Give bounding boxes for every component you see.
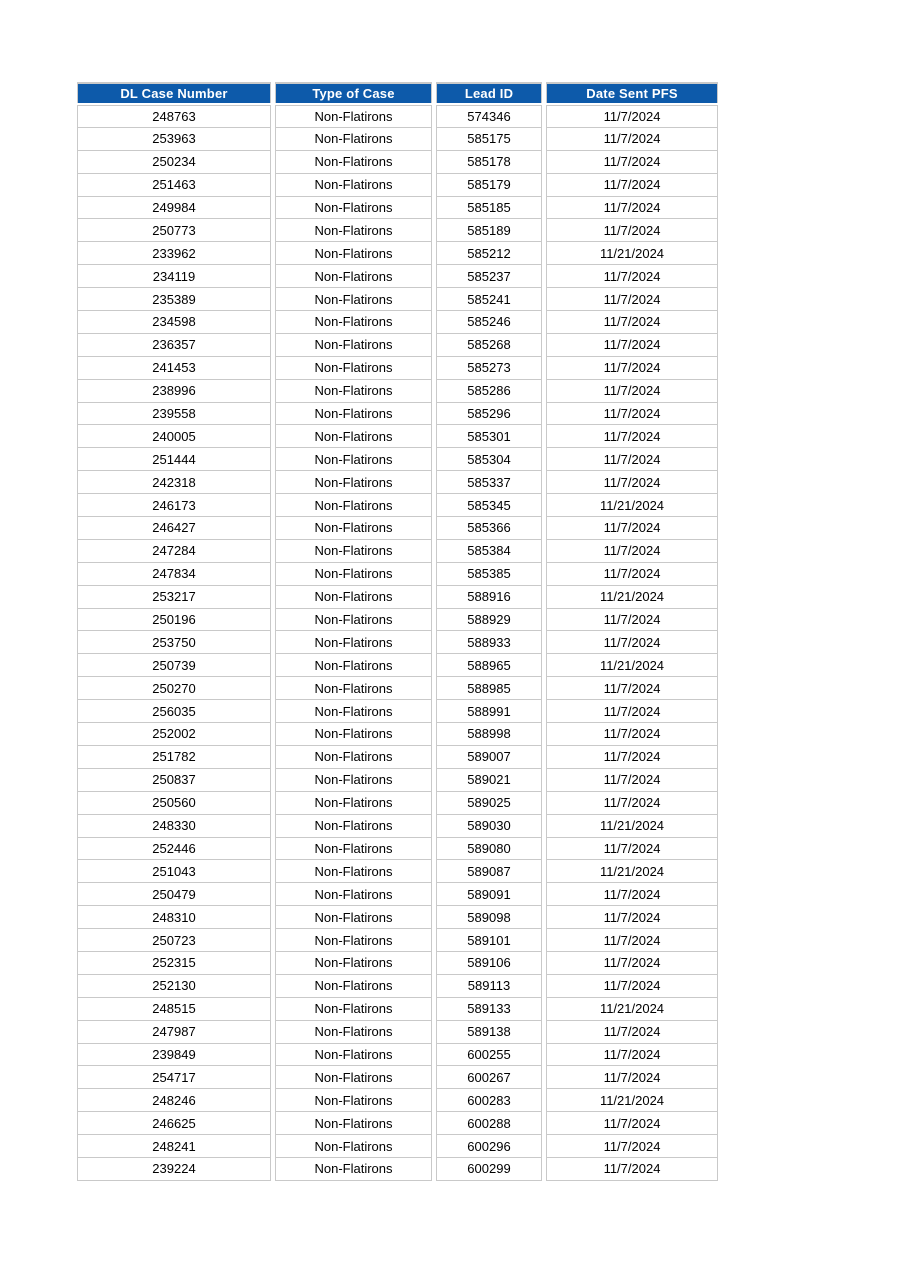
- cell-type-of-case: Non-Flatirons: [275, 563, 432, 586]
- cell-lead-id: 589080: [436, 838, 542, 861]
- table-row: [77, 242, 718, 265]
- cell-lead-id: 600267: [436, 1066, 542, 1089]
- table-row: [77, 1021, 718, 1044]
- cell-type-of-case: Non-Flatirons: [275, 975, 432, 998]
- cell-lead-id: 585337: [436, 471, 542, 494]
- cell-type-of-case: Non-Flatirons: [275, 1066, 432, 1089]
- cell-date-sent-pfs: 11/7/2024: [546, 746, 718, 769]
- cell-date-sent-pfs: 11/7/2024: [546, 792, 718, 815]
- table-row: [77, 975, 718, 998]
- cell-type-of-case: Non-Flatirons: [275, 174, 432, 197]
- cell-dl-case-number: 250234: [77, 151, 271, 174]
- cell-dl-case-number: 250196: [77, 609, 271, 632]
- table-row: [77, 792, 718, 815]
- cell-type-of-case: Non-Flatirons: [275, 105, 432, 128]
- cell-date-sent-pfs: 11/21/2024: [546, 998, 718, 1021]
- column-header-date-sent-pfs: Date Sent PFS: [546, 82, 718, 103]
- cell-type-of-case: Non-Flatirons: [275, 1158, 432, 1181]
- cell-dl-case-number: 234119: [77, 265, 271, 288]
- cell-date-sent-pfs: 11/7/2024: [546, 128, 718, 151]
- table-row: [77, 1066, 718, 1089]
- cell-dl-case-number: 238996: [77, 380, 271, 403]
- table-row: [77, 197, 718, 220]
- cell-date-sent-pfs: 11/7/2024: [546, 219, 718, 242]
- cell-type-of-case: Non-Flatirons: [275, 448, 432, 471]
- cell-lead-id: 585304: [436, 448, 542, 471]
- cell-dl-case-number: 248310: [77, 906, 271, 929]
- cell-dl-case-number: 246625: [77, 1112, 271, 1135]
- cell-date-sent-pfs: 11/7/2024: [546, 357, 718, 380]
- cell-date-sent-pfs: 11/7/2024: [546, 403, 718, 426]
- cell-type-of-case: Non-Flatirons: [275, 609, 432, 632]
- cell-date-sent-pfs: 11/7/2024: [546, 517, 718, 540]
- cell-date-sent-pfs: 11/21/2024: [546, 815, 718, 838]
- table-row: [77, 929, 718, 952]
- table-row: [77, 1135, 718, 1158]
- cell-date-sent-pfs: 11/21/2024: [546, 494, 718, 517]
- table-row: [77, 105, 718, 128]
- table-row: [77, 609, 718, 632]
- cell-dl-case-number: 252130: [77, 975, 271, 998]
- cell-type-of-case: Non-Flatirons: [275, 219, 432, 242]
- cell-type-of-case: Non-Flatirons: [275, 403, 432, 426]
- table-row: [77, 380, 718, 403]
- cell-date-sent-pfs: 11/21/2024: [546, 654, 718, 677]
- cell-lead-id: 600288: [436, 1112, 542, 1135]
- cell-dl-case-number: 248246: [77, 1089, 271, 1112]
- cell-dl-case-number: 239224: [77, 1158, 271, 1181]
- cell-dl-case-number: 250773: [77, 219, 271, 242]
- cell-date-sent-pfs: 11/7/2024: [546, 471, 718, 494]
- cell-type-of-case: Non-Flatirons: [275, 929, 432, 952]
- cell-dl-case-number: 246173: [77, 494, 271, 517]
- cell-lead-id: 589098: [436, 906, 542, 929]
- cell-type-of-case: Non-Flatirons: [275, 1112, 432, 1135]
- cell-date-sent-pfs: 11/7/2024: [546, 677, 718, 700]
- cell-lead-id: 585268: [436, 334, 542, 357]
- table-row: [77, 952, 718, 975]
- table-row: [77, 838, 718, 861]
- cell-date-sent-pfs: 11/7/2024: [546, 265, 718, 288]
- cell-lead-id: 585273: [436, 357, 542, 380]
- table-row: [77, 1158, 718, 1181]
- cell-date-sent-pfs: 11/21/2024: [546, 1089, 718, 1112]
- cell-type-of-case: Non-Flatirons: [275, 769, 432, 792]
- cell-dl-case-number: 251444: [77, 448, 271, 471]
- cell-type-of-case: Non-Flatirons: [275, 1135, 432, 1158]
- cell-date-sent-pfs: 11/7/2024: [546, 631, 718, 654]
- cell-dl-case-number: 252002: [77, 723, 271, 746]
- cell-lead-id: 588998: [436, 723, 542, 746]
- table-header-row: [77, 82, 718, 103]
- cell-date-sent-pfs: 11/7/2024: [546, 723, 718, 746]
- cell-lead-id: 585384: [436, 540, 542, 563]
- table-row: [77, 494, 718, 517]
- cell-date-sent-pfs: 11/7/2024: [546, 1135, 718, 1158]
- cell-lead-id: 585179: [436, 174, 542, 197]
- cell-type-of-case: Non-Flatirons: [275, 906, 432, 929]
- table-row: [77, 700, 718, 723]
- cell-date-sent-pfs: 11/7/2024: [546, 609, 718, 632]
- cell-lead-id: 585385: [436, 563, 542, 586]
- cell-dl-case-number: 239558: [77, 403, 271, 426]
- cell-type-of-case: Non-Flatirons: [275, 265, 432, 288]
- cell-type-of-case: Non-Flatirons: [275, 860, 432, 883]
- cell-date-sent-pfs: 11/7/2024: [546, 883, 718, 906]
- cell-type-of-case: Non-Flatirons: [275, 151, 432, 174]
- cell-type-of-case: Non-Flatirons: [275, 838, 432, 861]
- cell-dl-case-number: 233962: [77, 242, 271, 265]
- cell-lead-id: 585296: [436, 403, 542, 426]
- cell-dl-case-number: 249984: [77, 197, 271, 220]
- table-row: [77, 1112, 718, 1135]
- cell-dl-case-number: 239849: [77, 1044, 271, 1067]
- table-row: [77, 746, 718, 769]
- table-row: [77, 334, 718, 357]
- table-row: [77, 631, 718, 654]
- table-row: [77, 883, 718, 906]
- cell-type-of-case: Non-Flatirons: [275, 357, 432, 380]
- cell-date-sent-pfs: 11/7/2024: [546, 1044, 718, 1067]
- cell-date-sent-pfs: 11/7/2024: [546, 448, 718, 471]
- cell-lead-id: 588965: [436, 654, 542, 677]
- cell-dl-case-number: 250837: [77, 769, 271, 792]
- cell-dl-case-number: 252446: [77, 838, 271, 861]
- table-row: [77, 425, 718, 448]
- cell-dl-case-number: 247834: [77, 563, 271, 586]
- cell-dl-case-number: 248330: [77, 815, 271, 838]
- cell-type-of-case: Non-Flatirons: [275, 242, 432, 265]
- table-row: [77, 998, 718, 1021]
- table-row: [77, 288, 718, 311]
- table-row: [77, 357, 718, 380]
- cell-date-sent-pfs: 11/7/2024: [546, 1066, 718, 1089]
- cell-dl-case-number: 254717: [77, 1066, 271, 1089]
- cell-dl-case-number: 253217: [77, 586, 271, 609]
- cell-dl-case-number: 247987: [77, 1021, 271, 1044]
- cell-dl-case-number: 250479: [77, 883, 271, 906]
- cell-date-sent-pfs: 11/7/2024: [546, 311, 718, 334]
- table-row: [77, 517, 718, 540]
- cell-dl-case-number: 256035: [77, 700, 271, 723]
- cell-lead-id: 588916: [436, 586, 542, 609]
- cell-type-of-case: Non-Flatirons: [275, 311, 432, 334]
- cell-type-of-case: Non-Flatirons: [275, 815, 432, 838]
- table-row: [77, 815, 718, 838]
- cell-date-sent-pfs: 11/7/2024: [546, 952, 718, 975]
- table-row: [77, 403, 718, 426]
- table-row: [77, 311, 718, 334]
- cell-lead-id: 589025: [436, 792, 542, 815]
- cell-type-of-case: Non-Flatirons: [275, 334, 432, 357]
- cell-date-sent-pfs: 11/7/2024: [546, 380, 718, 403]
- cell-lead-id: 585286: [436, 380, 542, 403]
- cell-date-sent-pfs: 11/7/2024: [546, 1112, 718, 1135]
- cell-lead-id: 574346: [436, 105, 542, 128]
- cell-dl-case-number: 250560: [77, 792, 271, 815]
- cell-date-sent-pfs: 11/7/2024: [546, 769, 718, 792]
- cell-dl-case-number: 241453: [77, 357, 271, 380]
- cell-date-sent-pfs: 11/7/2024: [546, 334, 718, 357]
- cell-type-of-case: Non-Flatirons: [275, 700, 432, 723]
- table-row: [77, 769, 718, 792]
- cell-lead-id: 589113: [436, 975, 542, 998]
- cell-lead-id: 585366: [436, 517, 542, 540]
- table-row: [77, 265, 718, 288]
- cell-type-of-case: Non-Flatirons: [275, 540, 432, 563]
- cell-type-of-case: Non-Flatirons: [275, 1089, 432, 1112]
- cell-date-sent-pfs: 11/7/2024: [546, 540, 718, 563]
- cell-lead-id: 585345: [436, 494, 542, 517]
- cell-date-sent-pfs: 11/21/2024: [546, 586, 718, 609]
- cell-type-of-case: Non-Flatirons: [275, 723, 432, 746]
- cell-dl-case-number: 250270: [77, 677, 271, 700]
- table-row: [77, 586, 718, 609]
- column-header-type-of-case: Type of Case: [275, 82, 432, 103]
- cell-dl-case-number: 242318: [77, 471, 271, 494]
- table-row: [77, 677, 718, 700]
- cell-dl-case-number: 247284: [77, 540, 271, 563]
- cell-type-of-case: Non-Flatirons: [275, 631, 432, 654]
- cell-lead-id: 585189: [436, 219, 542, 242]
- cell-date-sent-pfs: 11/21/2024: [546, 242, 718, 265]
- cell-date-sent-pfs: 11/7/2024: [546, 838, 718, 861]
- cell-type-of-case: Non-Flatirons: [275, 1021, 432, 1044]
- cell-dl-case-number: 248763: [77, 105, 271, 128]
- cell-dl-case-number: 236357: [77, 334, 271, 357]
- cell-type-of-case: Non-Flatirons: [275, 746, 432, 769]
- cell-type-of-case: Non-Flatirons: [275, 128, 432, 151]
- cell-lead-id: 600296: [436, 1135, 542, 1158]
- cell-lead-id: 585178: [436, 151, 542, 174]
- cell-lead-id: 585246: [436, 311, 542, 334]
- cell-date-sent-pfs: 11/7/2024: [546, 288, 718, 311]
- cell-dl-case-number: 246427: [77, 517, 271, 540]
- cell-lead-id: 585237: [436, 265, 542, 288]
- column-header-dl-case-number: DL Case Number: [77, 82, 271, 103]
- cell-type-of-case: Non-Flatirons: [275, 883, 432, 906]
- cell-lead-id: 600255: [436, 1044, 542, 1067]
- cell-lead-id: 585175: [436, 128, 542, 151]
- cell-dl-case-number: 250739: [77, 654, 271, 677]
- table-row: [77, 151, 718, 174]
- cell-date-sent-pfs: 11/7/2024: [546, 1021, 718, 1044]
- cell-dl-case-number: 250723: [77, 929, 271, 952]
- cell-lead-id: 589091: [436, 883, 542, 906]
- table-row: [77, 723, 718, 746]
- table-row: [77, 540, 718, 563]
- cell-lead-id: 589101: [436, 929, 542, 952]
- cell-lead-id: 589138: [436, 1021, 542, 1044]
- cell-date-sent-pfs: 11/7/2024: [546, 197, 718, 220]
- table-row: [77, 1044, 718, 1067]
- cell-dl-case-number: 251043: [77, 860, 271, 883]
- table-row: [77, 906, 718, 929]
- cell-type-of-case: Non-Flatirons: [275, 952, 432, 975]
- table-row: [77, 654, 718, 677]
- cell-dl-case-number: 252315: [77, 952, 271, 975]
- cell-lead-id: 588985: [436, 677, 542, 700]
- cases-table: [77, 82, 718, 1181]
- cell-lead-id: 585301: [436, 425, 542, 448]
- cell-type-of-case: Non-Flatirons: [275, 654, 432, 677]
- cell-type-of-case: Non-Flatirons: [275, 1044, 432, 1067]
- cell-dl-case-number: 240005: [77, 425, 271, 448]
- cell-date-sent-pfs: 11/7/2024: [546, 105, 718, 128]
- cell-type-of-case: Non-Flatirons: [275, 471, 432, 494]
- cell-type-of-case: Non-Flatirons: [275, 517, 432, 540]
- cell-dl-case-number: 251463: [77, 174, 271, 197]
- cell-lead-id: 589087: [436, 860, 542, 883]
- table-row: [77, 1089, 718, 1112]
- cell-dl-case-number: 234598: [77, 311, 271, 334]
- cell-date-sent-pfs: 11/7/2024: [546, 700, 718, 723]
- cell-lead-id: 600283: [436, 1089, 542, 1112]
- cell-type-of-case: Non-Flatirons: [275, 288, 432, 311]
- cell-dl-case-number: 251782: [77, 746, 271, 769]
- cell-type-of-case: Non-Flatirons: [275, 494, 432, 517]
- cell-lead-id: 585241: [436, 288, 542, 311]
- cell-date-sent-pfs: 11/7/2024: [546, 563, 718, 586]
- cell-date-sent-pfs: 11/21/2024: [546, 860, 718, 883]
- cell-type-of-case: Non-Flatirons: [275, 677, 432, 700]
- cell-lead-id: 588991: [436, 700, 542, 723]
- cell-lead-id: 589106: [436, 952, 542, 975]
- cell-dl-case-number: 248515: [77, 998, 271, 1021]
- column-header-lead-id: Lead ID: [436, 82, 542, 103]
- cell-date-sent-pfs: 11/7/2024: [546, 1158, 718, 1181]
- cell-type-of-case: Non-Flatirons: [275, 792, 432, 815]
- cell-date-sent-pfs: 11/7/2024: [546, 929, 718, 952]
- cell-type-of-case: Non-Flatirons: [275, 197, 432, 220]
- cell-lead-id: 585212: [436, 242, 542, 265]
- cell-date-sent-pfs: 11/7/2024: [546, 906, 718, 929]
- table-row: [77, 448, 718, 471]
- cell-lead-id: 589133: [436, 998, 542, 1021]
- table-row: [77, 128, 718, 151]
- table-row: [77, 860, 718, 883]
- cell-type-of-case: Non-Flatirons: [275, 425, 432, 448]
- cell-date-sent-pfs: 11/7/2024: [546, 151, 718, 174]
- cell-dl-case-number: 235389: [77, 288, 271, 311]
- cell-type-of-case: Non-Flatirons: [275, 998, 432, 1021]
- cell-lead-id: 589021: [436, 769, 542, 792]
- table-row: [77, 563, 718, 586]
- cell-type-of-case: Non-Flatirons: [275, 586, 432, 609]
- table-row: [77, 219, 718, 242]
- table-row: [77, 471, 718, 494]
- cell-lead-id: 585185: [436, 197, 542, 220]
- cell-date-sent-pfs: 11/7/2024: [546, 425, 718, 448]
- cell-lead-id: 588933: [436, 631, 542, 654]
- cell-date-sent-pfs: 11/7/2024: [546, 975, 718, 998]
- cell-lead-id: 588929: [436, 609, 542, 632]
- cell-dl-case-number: 253750: [77, 631, 271, 654]
- cell-dl-case-number: 253963: [77, 128, 271, 151]
- cell-date-sent-pfs: 11/7/2024: [546, 174, 718, 197]
- cell-type-of-case: Non-Flatirons: [275, 380, 432, 403]
- table-row: [77, 174, 718, 197]
- cell-lead-id: 589007: [436, 746, 542, 769]
- cell-lead-id: 600299: [436, 1158, 542, 1181]
- table-body: [77, 105, 718, 1181]
- cell-dl-case-number: 248241: [77, 1135, 271, 1158]
- cell-lead-id: 589030: [436, 815, 542, 838]
